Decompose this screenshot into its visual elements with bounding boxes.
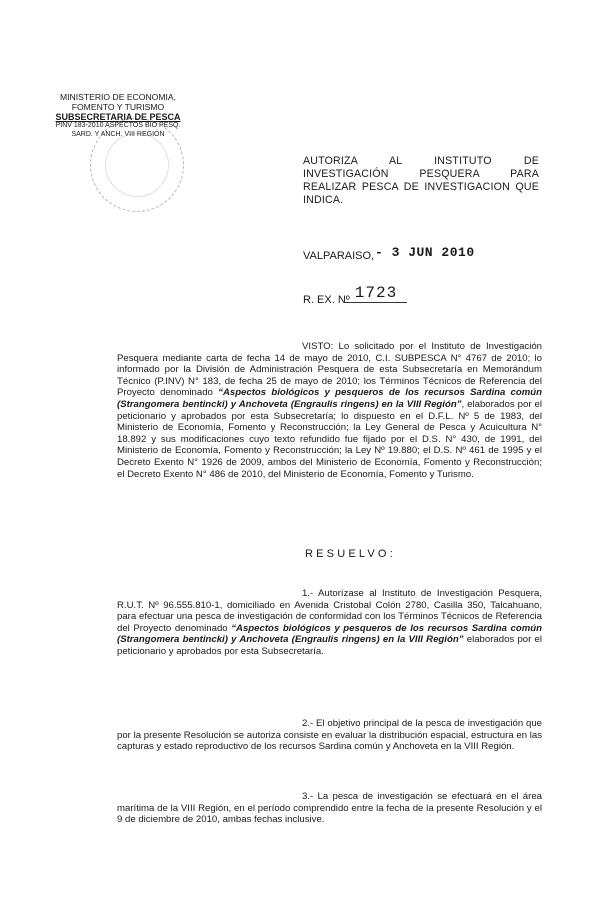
item-3-paragraph bbox=[117, 791, 542, 826]
header-line-region: SARD. Y ANCH. VIII REGIÓN bbox=[71, 130, 165, 138]
item-1-text-2: elaborados por el peticionario y aprobados por esta Subsecretaría. bbox=[117, 634, 543, 657]
header-line-fomento: FOMENTO Y TURISMO bbox=[71, 102, 165, 112]
visto-text-2: , elaborados por el peticionario y aprobados por esta Subsecretaría; lo dispuesto en el D.F.L. Nº 5 de 1983, del Ministerio de Economía, Fomento y Reconstrucción; la Ley General de Pesca y Acuicultura N° 18.892 y sus modificaciones cuyo texto refundido fue fijado por el D.S. N° 430, de 1991, del Ministerio de Economía, Fomento y Reconstrucción; la Ley Nº 19.880; el D.S. Nº 461 de 1995 y el Decreto Exento N° 1926 de 2009, ambos del Ministerio de Economía, Fomento y Reconstrucción; el Decreto Exento N° 486 de 2010, del Ministerio de Economía, Fomento y Turismo. bbox=[117, 398, 542, 480]
resolution-title: AUTORIZA AL INSTITUTO DE INVESTIGACIÓN PESQUERA PARA REALIZAR PESCA DE INVESTIGACION QUE INDICA. bbox=[303, 155, 539, 206]
item-1-project-title: “Aspectos biológicos y pesqueros de los recursos Sardina común (Strangomera bentincki) y Anchoveta (Engraulis ringens) en la VIII Región” bbox=[117, 622, 542, 646]
visto-project-title: “Aspectos biológicos y pesqueros de los recursos Sardina común (Strangomera bentincki) y Anchoveta (Engraulis ringens) en la VIII Región” bbox=[117, 387, 542, 410]
item-1-paragraph bbox=[117, 588, 542, 658]
item-2-paragraph bbox=[117, 718, 542, 753]
place-label: VALPARAISO, bbox=[303, 250, 375, 262]
item-1-text-1: Pesquera, R.U.T. Nº 96.555.810-1, domiciliado en Avenida Cristobal Colón 2780, Casilla 350, Talcahuano, para efectuar una pesca de investigación de conformidad con los Términos Técnicos de Referencia del Proyecto denominado bbox=[117, 588, 542, 634]
header-line-pinv: PINV 183-2010 ASPECTOS BIO PESQ. bbox=[55, 122, 181, 129]
resuelvo-heading: RESUELVO: bbox=[305, 548, 396, 560]
item-3-lead: 3.- La pesca de investigación se efectuará en el bbox=[302, 791, 519, 802]
header-line-subsecretaria: SUBSECRETARIA DE PESCA bbox=[55, 112, 181, 122]
official-seal-stamp bbox=[90, 118, 184, 212]
resolution-number-label: R. EX. Nº bbox=[303, 294, 350, 306]
visto-text-1: Lo solicitado por el Instituto de Investigación Pesquera mediante carta de fecha 14 de mayo de 2010, C.I. SUBPESCA N° 4767 de 2010; lo informado por la División de Administración Pesquera de esta Subsecretaría en Memorándum Técnico (P.INV) N° 183, de fecha 25 de mayo de 2010; los Términos Técnicos de Referencia del Proyecto denominado bbox=[117, 341, 542, 399]
visto-paragraph bbox=[117, 341, 542, 480]
item-3-text: área marítima de la VIII Región, en el período comprendido entre la fecha de la presente Resolución y el 9 de diciembre de 2010, ambas fechas inclusive. bbox=[117, 791, 542, 826]
item-2-text: investigación que por la presente Resolución se autoriza consiste en evaluar la distribución espacial, estructura en las capturas y estado reproductivo de los recursos Sardina común y Anchoveta en la VIII Región. bbox=[117, 718, 543, 753]
header-line-ministry: MINISTERIO DE ECONOMIA, bbox=[59, 92, 177, 102]
resolution-number: 1723 bbox=[345, 284, 407, 303]
item-2-lead: 2.- El objetivo principal de la pesca de bbox=[302, 718, 465, 729]
date-stamp: - 3 JUN 2010 bbox=[375, 245, 475, 260]
visto-lead: VISTO: bbox=[302, 341, 334, 352]
item-1-lead: 1.- Autorízase al Instituto de Investigación bbox=[302, 588, 493, 599]
